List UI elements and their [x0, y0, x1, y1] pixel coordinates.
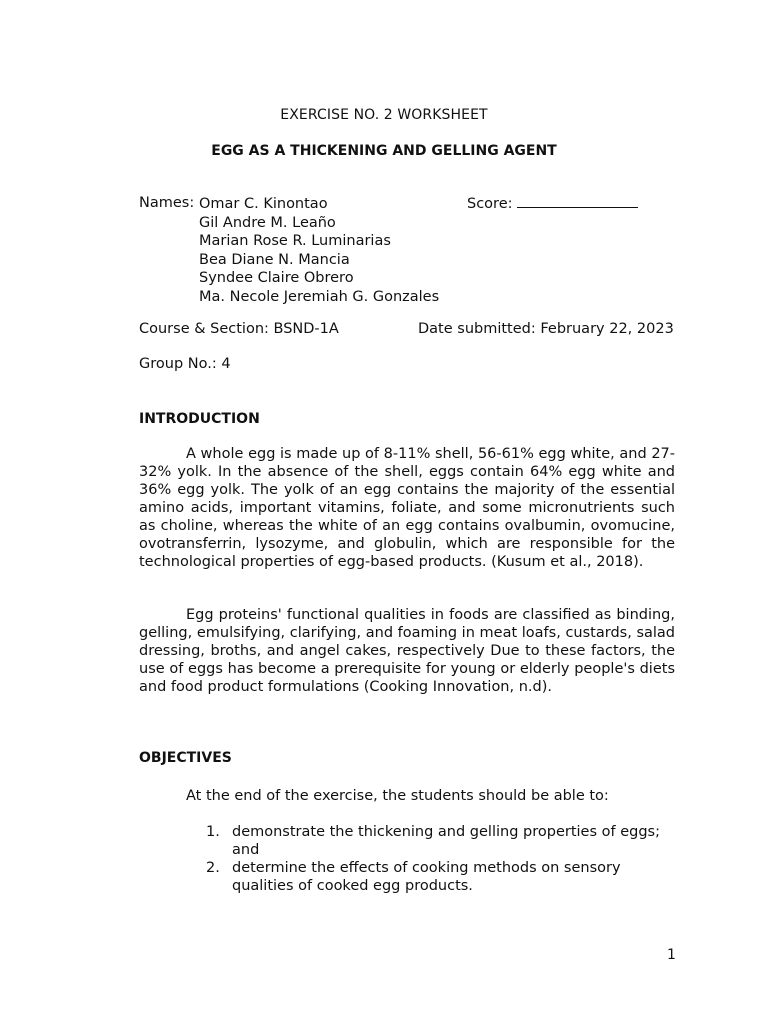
introduction-heading: INTRODUCTION	[139, 411, 260, 427]
objective-item	[206, 859, 676, 895]
paragraph-text: A whole egg is made up of 8-11% shell, 56-61% egg white, and 27-32% yolk. In the absence of the shell, eggs contain 64% egg white and 36% egg yolk. The yolk of an egg contains the majority of the essential amino acids, important vitamins, foliate, and some micronutrients such as choline, whereas the white of an egg contains ovalbumin, ovomucine, ovotransferrin, lysozyme, and globulin, which are responsible for the technological properties of egg-based products. (Kusum et al., 2018).	[139, 446, 675, 570]
introduction-paragraph	[139, 445, 675, 571]
objective-text: demonstrate the thickening and gelling properties of eggs; and	[232, 824, 660, 858]
name-item: Marian Rose R. Luminarias	[199, 233, 391, 249]
name-item: Syndee Claire Obrero	[199, 270, 354, 286]
name-item: Bea Diane N. Mancia	[199, 251, 350, 268]
score-label: Score:	[467, 196, 513, 212]
names-label: Names:	[139, 195, 195, 211]
paragraph-text: Egg proteins' functional qualities in foods are classified as binding, gelling, emulsifying, clarifying, and foaming in meat loafs, custards, salad dressing, broths, and angel cakes, respectively Due to these factors, the use of eggs has become a prerequisite for young or elderly people's diets and food product formulations (Cooking Innovation, n.d).	[139, 607, 675, 695]
date-submitted: Date submitted: February 22, 2023	[418, 321, 674, 337]
objective-item	[206, 823, 676, 859]
objectives-intro: At the end of the exercise, the students should be able to:	[186, 788, 609, 804]
name-item: Omar C. Kinontao	[199, 196, 328, 212]
objectives-list	[206, 823, 676, 895]
name-item: Ma. Necole Jeremiah G. Gonzales	[199, 288, 440, 305]
worksheet-title: EXERCISE NO. 2 WORKSHEET	[280, 107, 488, 123]
course-section: Course & Section: BSND-1A	[139, 321, 339, 337]
name-item: Gil Andre M. Leaño	[199, 214, 336, 231]
names-list	[199, 195, 439, 306]
worksheet-subtitle: EGG AS A THICKENING AND GELLING AGENT	[211, 143, 557, 159]
objective-number: 1.	[206, 824, 220, 840]
introduction-paragraph	[139, 606, 675, 696]
group-number: Group No.: 4	[139, 356, 231, 372]
score-blank-line	[517, 195, 638, 208]
objective-number: 2.	[206, 860, 220, 876]
score-field	[467, 195, 638, 212]
objectives-heading: OBJECTIVES	[139, 750, 232, 766]
objective-text: determine the effects of cooking methods on sensory qualities of cooked egg products.	[232, 860, 621, 894]
page-number: 1	[667, 947, 676, 963]
